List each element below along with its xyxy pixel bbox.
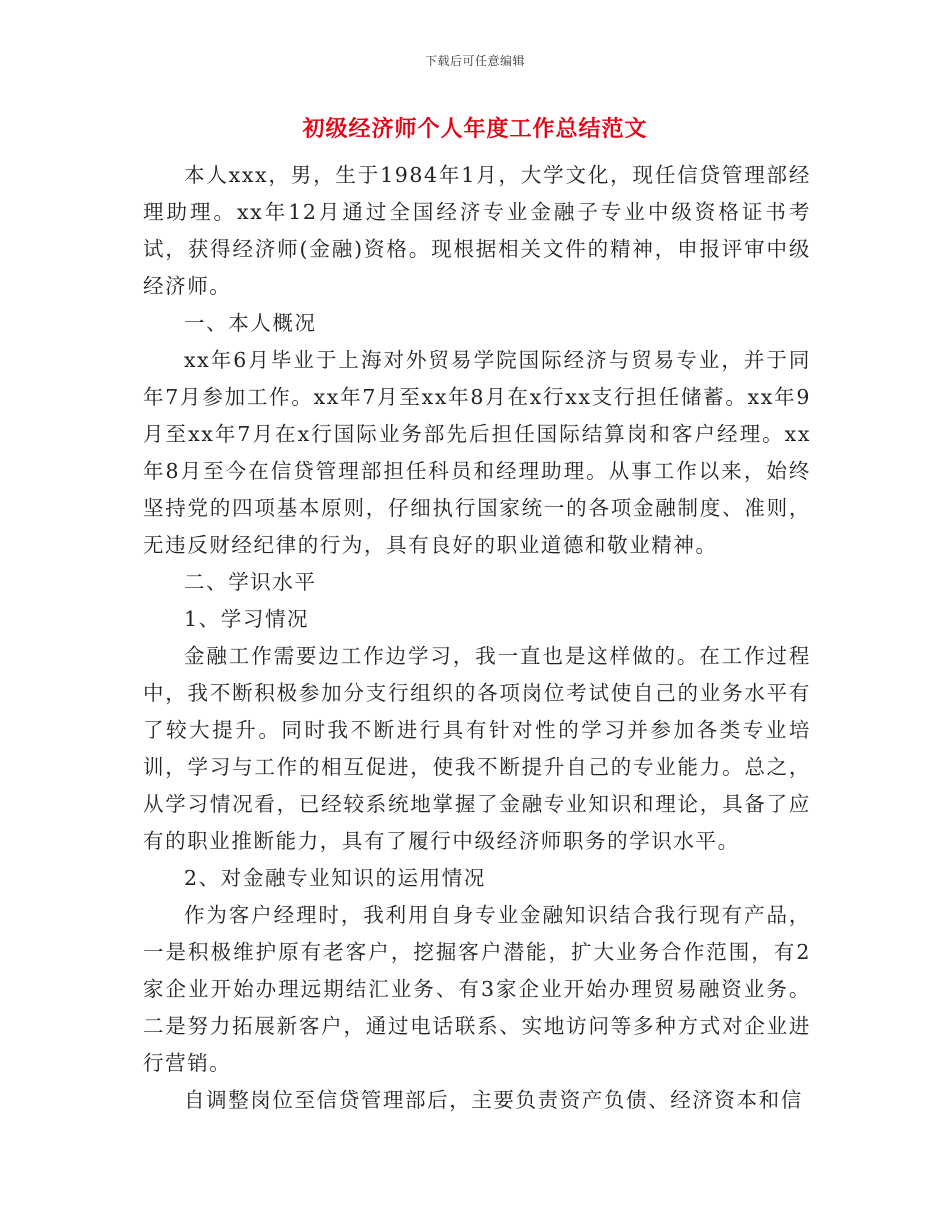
paragraph-overview: xx年6月毕业于上海对外贸易学院国际经济与贸易专业，并于同年7月参加工作。xx年7月至xx年8月在x行xx支行担任储蓄。xx年9月至xx年7月在x行国际业务部先后担任国际结算岗和客户经理。xx年8月至今在信贷管理部担任科员和经理助理。从事工作以来，始终坚持党的四项基本原则，仔细执行国家统一的各项金融制度、准则，无违反财经纪律的行为，具有良好的职业道德和敬业精神。 [143, 348, 811, 557]
paragraph-study: 金融工作需要边工作边学习，我一直也是这样做的。在工作过程中，我不断积极参加分支行组织的各项岗位考试使自己的业务水平有了较大提升。同时我不断进行具有针对性的学习并参加各类专业培训，学习与工作的相互促进，使我不断提升自己的专业能力。总之，从学习情况看，已经较系统地掌握了金融专业知识和理论，具备了应有的职业推断能力，具有了履行中级经济师职务的学识水平。 [143, 644, 811, 853]
header-note: 下载后可任意编辑 [424, 54, 525, 68]
document-body [143, 157, 811, 1119]
section-heading-overview: 一、本人概况 [184, 311, 317, 335]
subsection-heading-application: 2、对金融专业知识的运用情况 [184, 866, 486, 890]
document-title: 初级经济师个人年度工作总结范文 [302, 116, 648, 142]
section-heading-knowledge: 二、学识水平 [184, 570, 317, 594]
paragraph-credit-management: 自调整岗位至信贷管理部后，主要负责资产负债、经济资本和信 [184, 1088, 803, 1112]
paragraph-intro: 本人xxx，男，生于1984年1月，大学文化，现任信贷管理部经理助理。xx年12月通过全国经济专业金融子专业中级资格证书考试，获得经济师(金融)资格。现根据相关文件的精神，申报评审中级经济师。 [143, 163, 811, 298]
paragraph-application: 作为客户经理时，我利用自身专业金融知识结合我行现有产品，一是积极维护原有老客户，挖掘客户潜能，扩大业务合作范围，有2家企业开始办理远期结汇业务、有3家企业开始办理贸易融资业务。二是努力拓展新客户，通过电话联系、实地访问等多种方式对企业进行营销。 [143, 903, 811, 1075]
subsection-heading-study: 1、学习情况 [184, 607, 310, 631]
